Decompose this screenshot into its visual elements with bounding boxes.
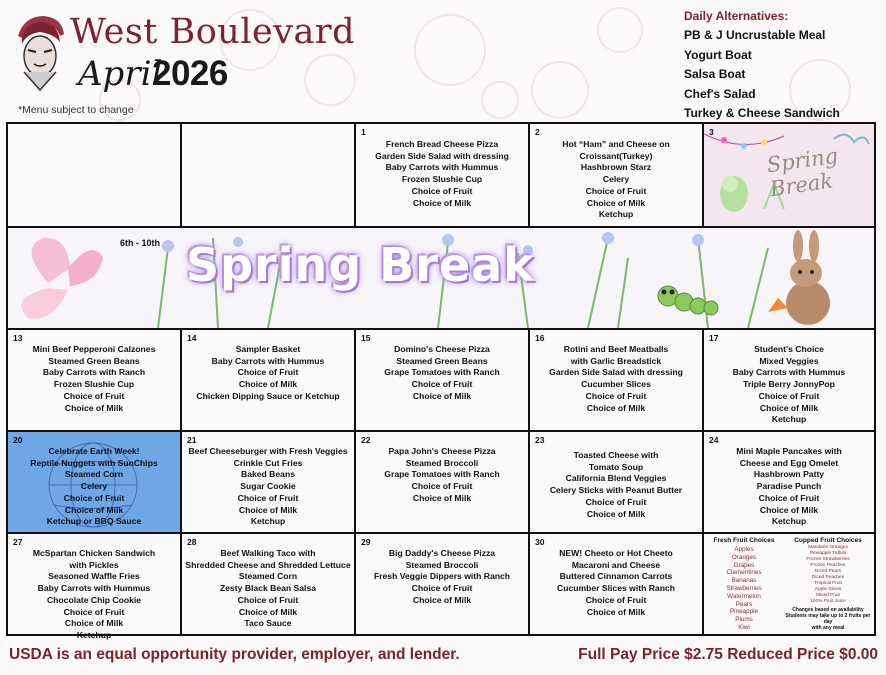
menu-item: Taco Sauce <box>244 618 292 629</box>
day-cell-28 <box>182 534 356 634</box>
menu-item: Choice of Fruit <box>585 185 647 196</box>
day-cell-27 <box>8 534 182 640</box>
fruit-item: Mandarin Oranges <box>808 545 848 550</box>
menu-calendar-grid <box>6 122 876 640</box>
fresh-fruit-title: Fresh Fruit Choices <box>713 537 775 544</box>
menu-item: Steamed Corn <box>238 571 298 582</box>
menu-item: Choice of Milk <box>238 379 298 390</box>
menu-item: Ketchup <box>771 516 807 527</box>
menu-item: Choice of Milk <box>64 504 124 515</box>
fruit-item: Frozen Strawberries <box>806 557 850 562</box>
alternative-item: Chef's Salad <box>684 86 756 101</box>
menu-item: Ketchup <box>598 209 634 220</box>
day-cell-29 <box>356 534 530 634</box>
fruit-item: Kiwi <box>738 623 750 631</box>
menu-item: Steamed Green Beans <box>48 355 140 366</box>
menu-item: Steamed Corn <box>64 469 124 480</box>
menu-item: Sampler Basket <box>235 344 301 354</box>
menu-item: Cucumber Slices <box>581 379 651 390</box>
day-number: 2 <box>535 127 540 137</box>
fruit-item: Pineapple <box>729 608 758 616</box>
menu-item: Choice of Milk <box>412 197 472 208</box>
fruit-item: Diced Pears <box>814 569 842 574</box>
menu-items <box>530 344 702 414</box>
daily-alternatives-title: Daily Alternatives: <box>684 9 789 23</box>
fruit-item: Mixed Fruit <box>816 593 840 598</box>
day-number: 22 <box>361 435 371 445</box>
day-number: 13 <box>13 333 23 343</box>
menu-item: Choice of Fruit <box>758 492 820 503</box>
fruit-item: Grapes <box>733 561 755 569</box>
day-number: 30 <box>535 537 545 547</box>
menu-item: Macaroni and Cheese <box>571 559 661 570</box>
menu-items <box>8 344 180 414</box>
menu-item: Reptile Nuggets with SunChips <box>30 457 158 468</box>
fruit-item: Bananas <box>731 577 757 585</box>
menu-item: with Garlic Breadstick <box>570 355 662 366</box>
day-number: 16 <box>535 333 545 343</box>
menu-item: Ketchup <box>771 414 807 425</box>
day-number: 27 <box>13 537 23 547</box>
menu-item: Choice of Fruit <box>237 594 299 605</box>
menu-item: Choice of Fruit <box>585 390 647 401</box>
day-cell-16 <box>530 330 704 432</box>
menu-year: 2026 <box>152 54 228 93</box>
day-number: 21 <box>187 435 197 445</box>
menu-item: Baked Beans <box>241 469 295 480</box>
menu-item: Choice of Fruit <box>411 185 473 196</box>
menu-item: Cheese and Egg Omelet <box>739 457 839 468</box>
day-number: 17 <box>709 333 719 343</box>
menu-items <box>530 548 702 618</box>
menu-item: Choice of Milk <box>412 594 472 605</box>
menu-item: Choice of Fruit <box>237 367 299 378</box>
menu-item: Choice of Fruit <box>585 496 647 507</box>
day-cell-14 <box>182 330 356 432</box>
menu-item: Mini Beef Pepperoni Calzones <box>32 344 156 354</box>
menu-item: Hot “Ham” and Cheese on <box>562 139 670 149</box>
fruit-item: Pears <box>735 600 753 608</box>
menu-item: Shredded Cheese and Shredded Lettuce <box>185 559 351 570</box>
menu-item: with Pickles <box>69 559 119 570</box>
day-number: 23 <box>535 435 545 445</box>
menu-item: Choice of Fruit <box>237 492 299 503</box>
day-number: 15 <box>361 333 371 343</box>
school-name: West Boulevard <box>70 12 356 52</box>
menu-items <box>704 446 874 528</box>
menu-month: April <box>78 54 163 94</box>
menu-items <box>530 450 702 520</box>
menu-items <box>530 139 702 221</box>
menu-item: Choice of Milk <box>238 504 298 515</box>
menu-item: Buttered Cinnamon Carrots <box>559 571 673 582</box>
menu-item: Choice of Fruit <box>411 481 473 492</box>
menu-item: Steamed Green Beans <box>396 355 488 366</box>
fruit-note: Changes based on availability <box>792 607 864 613</box>
day-number: 29 <box>361 537 371 547</box>
fruit-item: Apple Slices <box>814 587 842 592</box>
menu-item: Baby Carrots with Ranch <box>42 367 146 378</box>
day-number: 20 <box>13 435 23 445</box>
menu-item: Mini Maple Pancakes with <box>736 446 842 456</box>
menu-item: Choice of Milk <box>412 492 472 503</box>
menu-item: Celery Sticks with Peanut Butter <box>549 485 683 496</box>
day-number: 28 <box>187 537 197 547</box>
alternative-item: Salsa Boat <box>684 67 746 82</box>
fresh-fruit-column <box>706 537 782 632</box>
menu-item: Choice of Milk <box>412 390 472 401</box>
menu-item: Croissant(Turkey) <box>579 150 653 161</box>
menu-item: Steamed Broccoli <box>405 457 479 468</box>
menu-item: Celery <box>80 481 108 492</box>
menu-items <box>356 446 528 505</box>
day-cell-15 <box>356 330 530 432</box>
menu-item: Celery <box>602 174 630 185</box>
menu-item: Choice of Fruit <box>63 606 125 617</box>
menu-item: Ketchup <box>250 516 286 527</box>
alternative-item: Yogurt Boat <box>684 47 752 62</box>
day-number: 14 <box>187 333 197 343</box>
day-cell-3 <box>704 124 874 228</box>
menu-item: Choice of Milk <box>64 402 124 413</box>
usda-statement: USDA is an equal opportunity provider, employer, and lender. <box>9 646 460 663</box>
fruit-choices-cell <box>704 534 874 634</box>
spring-break-banner <box>8 228 874 330</box>
fruit-item: Frozen Peaches <box>810 563 846 568</box>
menu-item: Zesty Black Bean Salsa <box>219 583 317 594</box>
menu-items <box>182 446 354 528</box>
menu-item: Choice of Fruit <box>63 492 125 503</box>
menu-items <box>356 548 528 607</box>
menu-item: Baby Carrots with Hummus <box>211 355 325 366</box>
menu-items <box>704 344 874 426</box>
fruit-item: Plums <box>735 616 753 624</box>
menu-item: Student's Choice <box>754 344 824 354</box>
menu-item: Beef Walking Taco with <box>220 548 316 558</box>
menu-item: McSpartan Chicken Sandwich <box>32 548 156 558</box>
menu-item: Choice of Milk <box>586 197 646 208</box>
menu-item: Choice of Milk <box>586 508 646 519</box>
cupped-fruit-column <box>784 537 872 631</box>
menu-item: NEW! Cheeto or Hot Cheeto <box>559 548 673 558</box>
cupped-fruit-list <box>784 545 872 605</box>
spring-break-art-text: Spring Break <box>765 143 840 202</box>
day-cell-22 <box>356 432 530 534</box>
header <box>0 0 886 122</box>
empty-day-cell <box>8 124 182 228</box>
spartan-helmet-logo <box>14 14 66 94</box>
fruit-item: Diced Peaches <box>811 575 845 580</box>
menu-items <box>182 344 354 403</box>
menu-item: Baby Carrots with Hummus <box>37 583 151 594</box>
menu-item: Fresh Veggie Dippers with Ranch <box>373 571 511 582</box>
menu-item: Choice of Fruit <box>758 390 820 401</box>
cupped-fruit-title: Cupped Fruit Choices <box>794 537 862 544</box>
menu-item: Cucumber Slices with Ranch <box>557 583 675 594</box>
spring-break-days: 6th - 10th <box>120 238 161 248</box>
day-cell-20 <box>8 432 182 534</box>
day-cell-1 <box>356 124 530 228</box>
fruit-note: with any meal <box>811 625 845 631</box>
menu-item: Choice of Milk <box>586 402 646 413</box>
menu-item: Choice of Milk <box>64 618 124 629</box>
fruit-item: Apples <box>734 546 754 553</box>
menu-item: Big Daddy's Cheese Pizza <box>388 548 496 558</box>
menu-item: Seasoned Waffle Fries <box>48 571 140 582</box>
menu-item: Choice of Milk <box>238 606 298 617</box>
subject-to-change-note: *Menu subject to change <box>18 104 134 116</box>
day-cell-13 <box>8 330 182 432</box>
menu-item: Choice of Milk <box>759 504 819 515</box>
menu-item: Papa John's Cheese Pizza <box>388 446 496 456</box>
menu-item: Grape Tomatoes with Ranch <box>384 367 500 378</box>
spring-break-banner-text: Spring Break <box>186 238 535 292</box>
menu-item: Choice of Fruit <box>585 594 647 605</box>
fruit-item: 100% Fruit Juice <box>810 599 846 604</box>
fruit-item: Watermelon <box>727 592 761 600</box>
menu-item: Frozen Slushie Cup <box>401 174 483 185</box>
day-cell-24 <box>704 432 874 534</box>
fruit-item: Strawberries <box>726 584 762 592</box>
day-cell-30 <box>530 534 704 634</box>
menu-item: Hashbrown Patty <box>753 469 825 480</box>
menu-item: Chicken Dipping Sauce or Ketchup <box>196 390 340 401</box>
menu-item: Choice of Fruit <box>411 583 473 594</box>
day-number: 3 <box>709 127 714 137</box>
menu-item: Rotini and Beef Meatballs <box>563 344 669 354</box>
menu-item: Steamed Broccoli <box>405 559 479 570</box>
day-cell-23 <box>530 432 704 534</box>
menu-item: Garden Side Salad with dressing <box>375 150 509 161</box>
menu-item: Celebrate Earth Week! <box>48 446 140 456</box>
menu-items <box>356 139 528 209</box>
menu-item: Ketchup or BBQ Sauce <box>46 516 142 527</box>
menu-item: Mixed Veggies <box>759 355 819 366</box>
menu-item: Paradise Punch <box>756 481 822 492</box>
menu-item: Sugar Cookie <box>240 481 296 492</box>
daily-alternatives <box>684 9 884 124</box>
menu-items <box>8 446 180 528</box>
menu-item: Frozen Slushie Cup <box>53 379 135 390</box>
menu-item: Beef Cheeseburger with Fresh Veggies <box>188 446 348 456</box>
menu-item: Choice of Fruit <box>411 379 473 390</box>
menu-item: French Bread Cheese Pizza <box>385 139 499 149</box>
menu-item: Ketchup <box>76 629 112 640</box>
menu-item: Tomato Soup <box>588 461 644 472</box>
menu-item: Toasted Cheese with <box>573 450 659 460</box>
fruit-item: Clementines <box>726 569 762 577</box>
alternative-item: PB & J Uncrustable Meal <box>684 28 826 42</box>
day-number: 1 <box>361 127 366 137</box>
menu-items <box>182 548 354 630</box>
menu-item: Choice of Fruit <box>63 390 125 401</box>
menu-item: California Blend Veggies <box>565 473 667 484</box>
day-cell-21 <box>182 432 356 534</box>
menu-item: Garden Side Salad with dressing <box>549 367 683 378</box>
meal-price: Full Pay Price $2.75 Reduced Price $0.00 <box>578 646 878 663</box>
fruit-item: Pineapple Tidbits <box>809 551 847 556</box>
fruit-item: Oranges <box>731 553 757 561</box>
day-number: 24 <box>709 435 719 445</box>
alternative-item: Turkey & Cheese Sandwich <box>684 106 840 121</box>
menu-item: Triple Berry JonnyPop <box>743 379 835 390</box>
day-cell-2 <box>530 124 704 228</box>
empty-day-cell <box>182 124 356 228</box>
menu-item: Crinkle Cut Fries <box>233 457 303 468</box>
menu-item: Grape Tomatoes with Ranch <box>384 469 500 480</box>
menu-item: Baby Carrots with Hummus <box>732 367 846 378</box>
day-cell-17 <box>704 330 874 432</box>
menu-items <box>8 548 180 642</box>
menu-item: Choice of Milk <box>759 402 819 413</box>
menu-items <box>356 344 528 403</box>
menu-item: Hashbrown Starz <box>580 162 652 173</box>
fresh-fruit-list <box>706 546 782 632</box>
menu-item: Chocolate Chip Cookie <box>46 594 142 605</box>
fruit-note: Students may take up to 2 fruits per day <box>785 613 871 625</box>
menu-item: Baby Carrots with Hummus <box>385 162 499 173</box>
fruit-item: Tropical Fruit <box>814 581 842 586</box>
menu-item: Domino's Cheese Pizza <box>394 344 490 354</box>
menu-item: Choice of Milk <box>586 606 646 617</box>
